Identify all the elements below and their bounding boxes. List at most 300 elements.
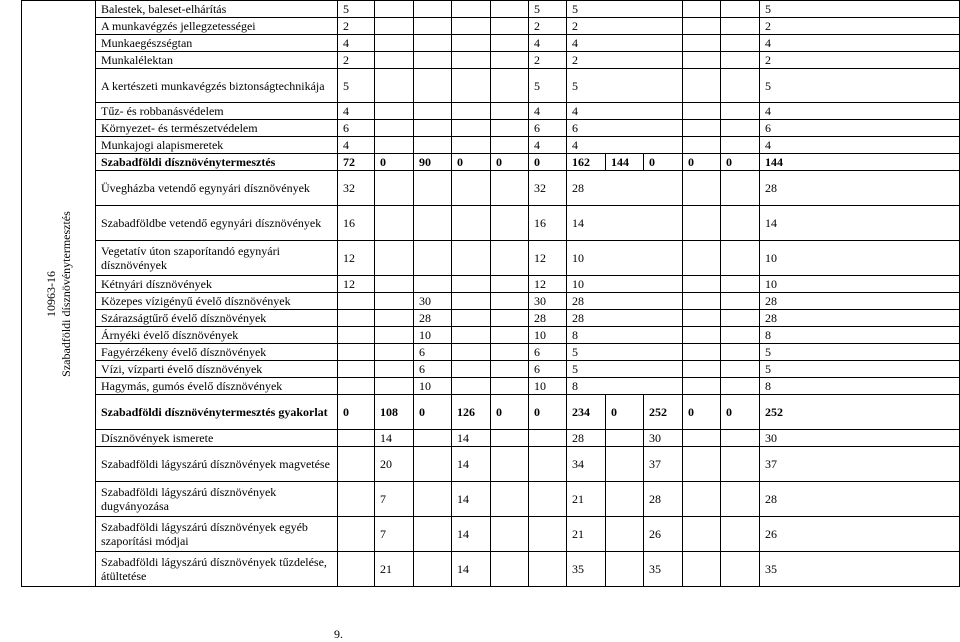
hours-cell	[375, 1, 414, 18]
hours-cell: 14	[375, 430, 414, 447]
hours-cell: 0	[529, 395, 567, 430]
hours-cell	[414, 482, 452, 517]
table-row	[22, 137, 960, 154]
hours-cell: 4	[338, 103, 375, 120]
table-row	[22, 310, 960, 327]
hours-cell	[529, 517, 567, 552]
hours-cell: 10	[414, 378, 452, 395]
subject-name: Közepes vízigényű évelő dísznövények	[96, 293, 338, 310]
hours-cell	[721, 120, 760, 137]
hours-cell	[683, 327, 721, 344]
hours-cell: 37	[760, 447, 960, 482]
hours-cell	[338, 447, 375, 482]
hours-cell	[375, 310, 414, 327]
hours-cell: 6	[760, 120, 960, 137]
hours-cell	[338, 378, 375, 395]
hours-cell	[375, 327, 414, 344]
subject-name: Szabadföldbe vetendő egynyári dísznövények	[96, 206, 338, 241]
curriculum-table-page	[21, 0, 959, 641]
hours-cell	[452, 344, 491, 361]
hours-cell	[414, 517, 452, 552]
hours-cell	[414, 18, 452, 35]
hours-cell	[414, 206, 452, 241]
module-side-text	[44, 211, 74, 377]
hours-cell: 35	[567, 552, 606, 587]
hours-cell: 35	[760, 552, 960, 587]
hours-cell	[452, 310, 491, 327]
hours-cell: 28	[567, 430, 606, 447]
hours-cell	[721, 103, 760, 120]
hours-cell	[683, 69, 721, 103]
hours-cell	[491, 171, 529, 206]
table-row	[22, 1, 960, 18]
hours-cell: 0	[683, 395, 721, 430]
hours-cell	[491, 241, 529, 276]
hours-cell: 10	[567, 241, 683, 276]
hours-cell: 2	[760, 18, 960, 35]
hours-cell	[721, 241, 760, 276]
hours-cell	[606, 447, 644, 482]
hours-cell: 5	[529, 1, 567, 18]
hours-cell	[721, 310, 760, 327]
hours-cell	[721, 327, 760, 344]
hours-cell: 0	[721, 154, 760, 171]
table-row	[22, 206, 960, 241]
table-row	[22, 154, 960, 171]
hours-cell	[491, 430, 529, 447]
hours-cell	[683, 18, 721, 35]
hours-cell	[683, 517, 721, 552]
hours-cell	[683, 120, 721, 137]
hours-cell: 0	[452, 154, 491, 171]
hours-cell: 28	[567, 293, 683, 310]
hours-cell	[683, 378, 721, 395]
hours-cell: 4	[760, 137, 960, 154]
hours-cell	[375, 171, 414, 206]
hours-cell: 7	[375, 517, 414, 552]
hours-cell	[683, 552, 721, 587]
subject-name: Fagyérzékeny évelő dísznövények	[96, 344, 338, 361]
hours-cell	[683, 206, 721, 241]
hours-cell: 4	[529, 35, 567, 52]
hours-cell: 14	[452, 517, 491, 552]
hours-cell	[683, 52, 721, 69]
hours-cell: 4	[567, 35, 683, 52]
hours-cell	[529, 552, 567, 587]
hours-cell: 2	[338, 18, 375, 35]
hours-cell: 12	[338, 276, 375, 293]
hours-cell	[452, 327, 491, 344]
hours-cell	[375, 137, 414, 154]
hours-cell: 6	[529, 344, 567, 361]
subject-name: Szabadföldi lágyszárú dísznövények magvetése	[96, 447, 338, 482]
table-row	[22, 447, 960, 482]
hours-cell	[414, 137, 452, 154]
hours-cell	[683, 482, 721, 517]
module-title: Szabadföldi dísznövénytermesztés	[58, 210, 73, 377]
hours-cell	[721, 482, 760, 517]
hours-cell	[491, 35, 529, 52]
hours-cell	[683, 103, 721, 120]
hours-cell: 32	[529, 171, 567, 206]
table-row	[22, 69, 960, 103]
hours-cell: 90	[414, 154, 452, 171]
hours-cell: 12	[529, 241, 567, 276]
hours-cell: 5	[567, 69, 683, 103]
hours-cell: 35	[644, 552, 683, 587]
hours-cell: 28	[567, 171, 683, 206]
hours-cell	[721, 35, 760, 52]
hours-cell	[683, 35, 721, 52]
table-row	[22, 103, 960, 120]
hours-cell	[683, 344, 721, 361]
hours-cell: 5	[760, 69, 960, 103]
hours-cell	[338, 482, 375, 517]
hours-table	[21, 0, 960, 587]
hours-cell: 14	[452, 430, 491, 447]
hours-cell: 0	[414, 395, 452, 430]
subject-name: Szabadföldi dísznövénytermesztés	[96, 154, 338, 171]
hours-cell: 5	[567, 1, 683, 18]
hours-cell: 5	[760, 361, 960, 378]
hours-cell	[375, 276, 414, 293]
subject-name: Kétnyári dísznövények	[96, 276, 338, 293]
subject-name: A kertészeti munkavégzés biztonságtechnikája	[96, 69, 338, 103]
hours-cell	[683, 293, 721, 310]
hours-cell: 4	[338, 137, 375, 154]
hours-cell	[452, 69, 491, 103]
hours-cell: 8	[760, 327, 960, 344]
hours-cell	[683, 1, 721, 18]
subject-name: Szabadföldi lágyszárú dísznövények dugványozása	[96, 482, 338, 517]
hours-cell	[683, 310, 721, 327]
hours-cell	[414, 171, 452, 206]
hours-cell: 10	[529, 327, 567, 344]
hours-cell	[452, 378, 491, 395]
hours-cell: 252	[644, 395, 683, 430]
hours-cell	[375, 378, 414, 395]
hours-cell: 0	[721, 395, 760, 430]
hours-cell	[414, 447, 452, 482]
hours-cell: 34	[567, 447, 606, 482]
hours-cell: 26	[760, 517, 960, 552]
hours-cell	[338, 293, 375, 310]
hours-cell: 4	[567, 103, 683, 120]
hours-cell: 126	[452, 395, 491, 430]
hours-cell	[452, 18, 491, 35]
hours-cell: 10	[760, 241, 960, 276]
hours-cell	[721, 293, 760, 310]
subject-name: Munkajogi alapismeretek	[96, 137, 338, 154]
table-row	[22, 52, 960, 69]
table-row	[22, 344, 960, 361]
table-row	[22, 171, 960, 206]
hours-cell: 28	[760, 171, 960, 206]
hours-cell	[452, 293, 491, 310]
hours-cell	[452, 241, 491, 276]
hours-cell	[414, 276, 452, 293]
hours-cell	[606, 552, 644, 587]
hours-cell	[529, 447, 567, 482]
hours-cell: 5	[760, 1, 960, 18]
hours-cell: 5	[529, 69, 567, 103]
hours-cell: 162	[567, 154, 606, 171]
subject-name: Árnyéki évelő dísznövények	[96, 327, 338, 344]
hours-cell	[452, 276, 491, 293]
subject-name: Munkaegészségtan	[96, 35, 338, 52]
hours-cell	[683, 137, 721, 154]
hours-cell: 7	[375, 482, 414, 517]
hours-cell: 2	[338, 52, 375, 69]
hours-cell	[491, 310, 529, 327]
hours-cell	[375, 206, 414, 241]
hours-cell: 28	[529, 310, 567, 327]
hours-cell: 10	[414, 327, 452, 344]
hours-cell: 28	[760, 293, 960, 310]
hours-cell	[491, 276, 529, 293]
hours-cell	[721, 344, 760, 361]
subject-name: Dísznövények ismerete	[96, 430, 338, 447]
hours-cell: 2	[567, 52, 683, 69]
hours-cell: 14	[760, 206, 960, 241]
hours-cell	[338, 361, 375, 378]
hours-cell	[338, 430, 375, 447]
hours-cell	[491, 1, 529, 18]
hours-cell	[721, 552, 760, 587]
hours-cell	[529, 482, 567, 517]
table-row	[22, 327, 960, 344]
subject-name: Környezet- és természetvédelem	[96, 120, 338, 137]
table-row	[22, 517, 960, 552]
hours-cell	[414, 103, 452, 120]
hours-cell	[452, 52, 491, 69]
hours-cell	[375, 69, 414, 103]
hours-cell: 4	[567, 137, 683, 154]
hours-cell: 0	[529, 154, 567, 171]
table-row	[22, 482, 960, 517]
hours-cell	[491, 378, 529, 395]
hours-cell: 0	[375, 154, 414, 171]
table-row	[22, 241, 960, 276]
hours-cell: 14	[567, 206, 683, 241]
subject-name: Hagymás, gumós évelő dísznövények	[96, 378, 338, 395]
subject-name: Szabadföldi lágyszárú dísznövények egyéb szaporítási módjai	[96, 517, 338, 552]
hours-cell: 5	[760, 344, 960, 361]
subject-name: Balestek, baleset-elhárítás	[96, 1, 338, 18]
hours-cell: 28	[760, 310, 960, 327]
hours-cell: 20	[375, 447, 414, 482]
hours-cell: 6	[414, 361, 452, 378]
page-number: 9.	[334, 627, 343, 641]
hours-cell: 30	[644, 430, 683, 447]
hours-cell: 32	[338, 171, 375, 206]
hours-cell: 12	[338, 241, 375, 276]
hours-cell	[683, 241, 721, 276]
hours-cell: 0	[683, 154, 721, 171]
hours-cell: 72	[338, 154, 375, 171]
hours-cell: 0	[606, 395, 644, 430]
hours-cell: 0	[644, 154, 683, 171]
hours-cell: 37	[644, 447, 683, 482]
hours-cell: 16	[529, 206, 567, 241]
hours-cell: 6	[414, 344, 452, 361]
table-row	[22, 361, 960, 378]
hours-cell: 26	[644, 517, 683, 552]
hours-cell	[338, 552, 375, 587]
hours-cell: 21	[375, 552, 414, 587]
hours-cell: 234	[567, 395, 606, 430]
hours-cell	[491, 103, 529, 120]
hours-cell	[491, 120, 529, 137]
hours-cell	[452, 35, 491, 52]
hours-cell: 4	[529, 103, 567, 120]
hours-cell: 6	[529, 120, 567, 137]
hours-cell	[491, 18, 529, 35]
hours-cell	[721, 378, 760, 395]
table-row	[22, 430, 960, 447]
hours-cell	[414, 1, 452, 18]
hours-cell	[375, 103, 414, 120]
hours-cell: 30	[529, 293, 567, 310]
table-row	[22, 395, 960, 430]
hours-cell	[721, 206, 760, 241]
hours-cell	[606, 517, 644, 552]
hours-cell	[452, 103, 491, 120]
hours-cell: 8	[567, 378, 683, 395]
subject-name: Üvegházba vetendő egynyári dísznövények	[96, 171, 338, 206]
table-row	[22, 35, 960, 52]
hours-cell: 14	[452, 482, 491, 517]
hours-cell: 2	[567, 18, 683, 35]
hours-cell: 5	[338, 69, 375, 103]
hours-cell	[721, 447, 760, 482]
hours-cell: 6	[567, 120, 683, 137]
hours-cell	[452, 1, 491, 18]
hours-cell: 8	[760, 378, 960, 395]
hours-cell	[491, 482, 529, 517]
hours-cell: 0	[491, 154, 529, 171]
hours-cell	[721, 69, 760, 103]
hours-cell	[683, 171, 721, 206]
hours-cell	[452, 206, 491, 241]
hours-cell	[491, 69, 529, 103]
hours-cell	[721, 430, 760, 447]
table-body	[22, 1, 960, 587]
hours-cell	[606, 482, 644, 517]
hours-cell	[414, 552, 452, 587]
table-row	[22, 120, 960, 137]
hours-cell	[491, 327, 529, 344]
hours-cell: 4	[338, 35, 375, 52]
hours-cell: 144	[760, 154, 960, 171]
hours-cell: 6	[338, 120, 375, 137]
hours-cell	[491, 293, 529, 310]
hours-cell	[606, 430, 644, 447]
hours-cell	[375, 344, 414, 361]
hours-cell	[491, 206, 529, 241]
subject-name: A munkavégzés jellegzetességei	[96, 18, 338, 35]
table-row	[22, 378, 960, 395]
subject-name: Szárazságtűrő évelő dísznövények	[96, 310, 338, 327]
hours-cell: 16	[338, 206, 375, 241]
hours-cell: 252	[760, 395, 960, 430]
table-row	[22, 276, 960, 293]
hours-cell: 21	[567, 517, 606, 552]
hours-cell	[721, 171, 760, 206]
hours-cell	[491, 552, 529, 587]
hours-cell: 2	[760, 52, 960, 69]
hours-cell: 5	[567, 344, 683, 361]
hours-cell: 2	[529, 52, 567, 69]
hours-cell	[721, 52, 760, 69]
hours-cell	[375, 18, 414, 35]
hours-cell: 0	[338, 395, 375, 430]
hours-cell: 30	[414, 293, 452, 310]
hours-cell	[452, 171, 491, 206]
table-row	[22, 552, 960, 587]
hours-cell	[721, 137, 760, 154]
hours-cell	[414, 120, 452, 137]
hours-cell: 10	[760, 276, 960, 293]
hours-cell: 5	[338, 1, 375, 18]
hours-cell: 4	[529, 137, 567, 154]
hours-cell	[491, 137, 529, 154]
hours-cell: 12	[529, 276, 567, 293]
hours-cell	[338, 517, 375, 552]
hours-cell: 108	[375, 395, 414, 430]
hours-cell	[414, 69, 452, 103]
hours-cell	[721, 517, 760, 552]
hours-cell: 30	[760, 430, 960, 447]
table-row	[22, 18, 960, 35]
hours-cell: 28	[414, 310, 452, 327]
hours-cell: 144	[606, 154, 644, 171]
hours-cell	[452, 120, 491, 137]
hours-cell	[683, 430, 721, 447]
hours-cell	[721, 18, 760, 35]
hours-cell	[375, 241, 414, 276]
hours-cell	[414, 52, 452, 69]
hours-cell	[721, 276, 760, 293]
hours-cell	[452, 137, 491, 154]
hours-cell	[375, 35, 414, 52]
module-side-label	[22, 1, 96, 587]
hours-cell	[491, 517, 529, 552]
subject-name: Vegetatív úton szaporítandó egynyári dísznövények	[96, 241, 338, 276]
hours-cell	[414, 241, 452, 276]
subject-name: Szabadföldi lágyszárú dísznövények tűzdelése, átültetése	[96, 552, 338, 587]
hours-cell: 14	[452, 552, 491, 587]
hours-cell	[375, 52, 414, 69]
hours-cell	[338, 344, 375, 361]
hours-cell: 21	[567, 482, 606, 517]
hours-cell: 4	[760, 35, 960, 52]
hours-cell: 8	[567, 327, 683, 344]
hours-cell: 10	[567, 276, 683, 293]
hours-cell	[491, 447, 529, 482]
hours-cell: 0	[491, 395, 529, 430]
hours-cell: 28	[644, 482, 683, 517]
hours-cell	[683, 276, 721, 293]
table-row	[22, 293, 960, 310]
hours-cell	[721, 361, 760, 378]
hours-cell	[375, 120, 414, 137]
hours-cell	[491, 344, 529, 361]
hours-cell	[414, 430, 452, 447]
hours-cell	[491, 361, 529, 378]
hours-cell	[414, 35, 452, 52]
hours-cell: 14	[452, 447, 491, 482]
